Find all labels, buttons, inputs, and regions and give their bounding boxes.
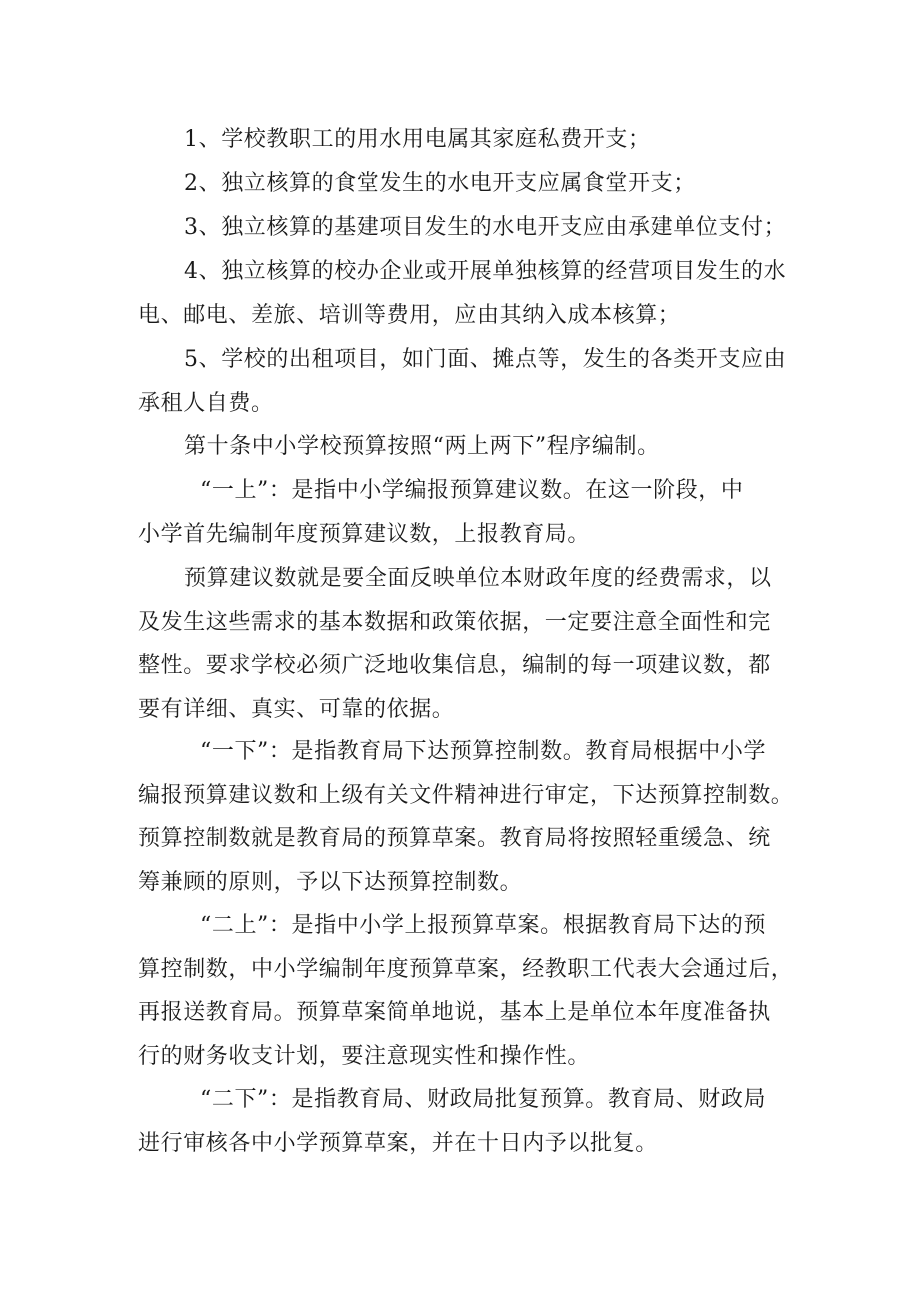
proposal-explain-paragraph [138,557,802,731]
list-item-5 [138,338,802,425]
article-10-heading [138,425,802,469]
text-line: “一上”：是指中小学编报预算建议数。在这一阶段，中 [200,478,744,503]
text-line: 整性。要求学校必须广泛地收集信息，编制的每一项建议数，都 [138,653,771,678]
list-item-2 [138,162,802,206]
text-line: 进行审核各中小学预算草案，并在十日内予以批复。 [138,1130,658,1156]
text-line: 算控制数，中小学编制年度预算草案，经教职工代表大会通过后， [138,956,794,982]
text-line: 承租人自费。 [138,390,274,416]
text-line: 电、邮电、差旅、培训等费用，应由其纳入成本核算； [138,302,681,328]
text-line: 1、学校教职工的用水用电属其家庭私费开支； [184,127,651,152]
text-line: “二上”：是指中小学上报预算草案。根据教育局下达的预 [200,913,767,938]
first-down-paragraph [138,730,802,904]
list-item-1 [138,118,802,162]
text-line: 4、独立核算的校办企业或开展单独核算的经营项目发生的水 [184,259,787,284]
text-line: 及发生这些需求的基本数据和政策依据，一定要注意全面性和完 [138,609,771,635]
text-line: 筹兼顾的原则，予以下达预算控制数。 [138,869,523,895]
text-line: 预算控制数就是教育局的预算草案。教育局将按照轻重缓急、统 [138,826,771,851]
list-item-3 [138,206,802,250]
text-line: 编报预算建议数和上级有关文件精神进行审定，下达预算控制数。 [138,782,794,808]
text-line: 要有详细、真实、可靠的依据。 [138,696,455,722]
text-line: 小学首先编制年度预算建议数，上报教育局。 [138,521,591,547]
text-line: 第十条中小学校预算按照“两上两下”程序编制。 [184,434,660,459]
list-item-4 [138,250,802,337]
text-line: 预算建议数就是要全面反映单位本财政年度的经费需求，以 [184,566,772,591]
text-line: 5、学校的出租项目，如门面、摊点等，发生的各类开支应由 [184,347,787,372]
text-line: 3、独立核算的基建项目发生的水电开支应由承建单位支付； [184,215,787,240]
text-line: 行的财务收支计划，要注意现实性和操作性。 [138,1043,591,1069]
text-line: “二下”：是指教育局、财政局批复预算。教育局、财政局 [200,1087,767,1112]
second-down-paragraph [138,1078,802,1165]
text-line: 2、独立核算的食堂发生的水电开支应属食堂开支； [184,171,696,196]
text-line: “一下”：是指教育局下达预算控制数。教育局根据中小学 [200,739,767,764]
first-up-paragraph [138,469,802,556]
text-line: 再报送教育局。预算草案简单地说，基本上是单位本年度准备执 [138,1000,771,1025]
second-up-paragraph [138,904,802,1078]
